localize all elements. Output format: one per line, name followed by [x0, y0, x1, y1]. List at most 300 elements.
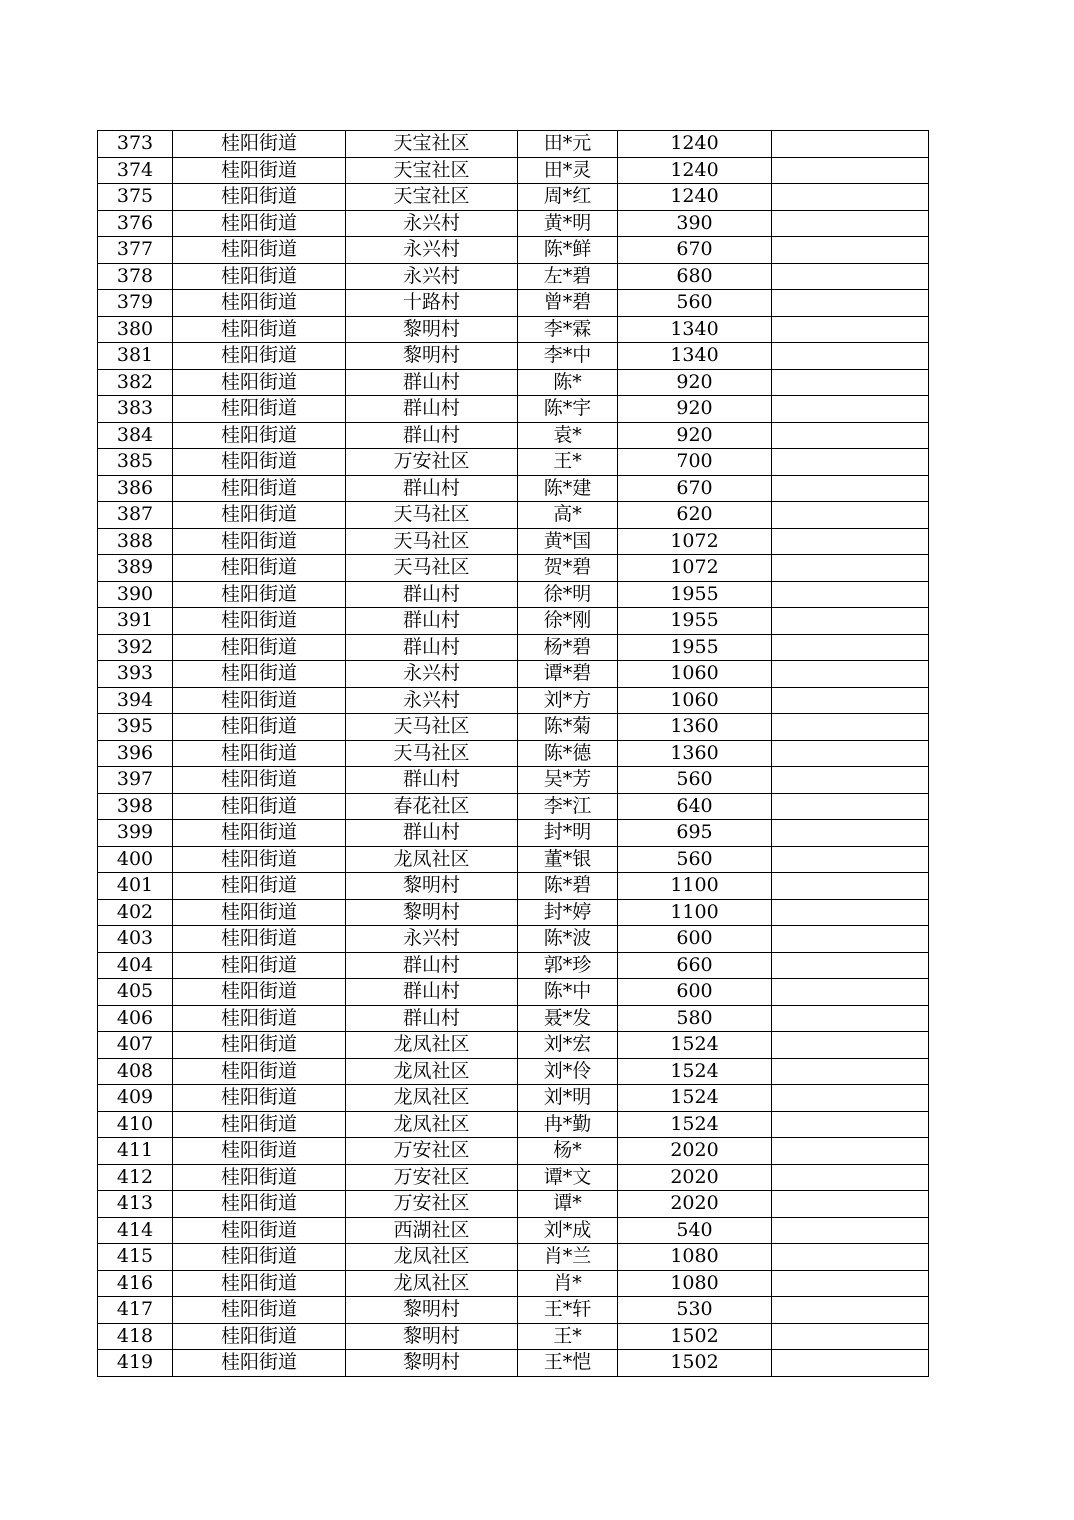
row-number-cell: 415 — [98, 1244, 173, 1271]
street-cell: 桂阳街道 — [173, 1297, 346, 1324]
name-cell: 王*恺 — [518, 1350, 618, 1377]
name-cell: 李*中 — [518, 343, 618, 370]
amount-cell: 1240 — [618, 157, 772, 184]
table-row — [98, 581, 929, 608]
remark-cell — [772, 449, 929, 476]
street-cell: 桂阳街道 — [173, 1217, 346, 1244]
community-cell: 群山村 — [346, 422, 518, 449]
name-cell: 徐*刚 — [518, 608, 618, 635]
row-number-cell: 389 — [98, 555, 173, 582]
amount-cell: 1340 — [618, 343, 772, 370]
remark-cell — [772, 634, 929, 661]
community-cell: 天马社区 — [346, 528, 518, 555]
community-cell: 黎明村 — [346, 1323, 518, 1350]
name-cell: 封*明 — [518, 820, 618, 847]
amount-cell: 1072 — [618, 555, 772, 582]
amount-cell: 1955 — [618, 581, 772, 608]
row-number-cell: 417 — [98, 1297, 173, 1324]
community-cell: 黎明村 — [346, 1297, 518, 1324]
table-row — [98, 131, 929, 158]
amount-cell: 1955 — [618, 634, 772, 661]
name-cell: 王* — [518, 1323, 618, 1350]
community-cell: 黎明村 — [346, 899, 518, 926]
community-cell: 群山村 — [346, 608, 518, 635]
community-cell: 永兴村 — [346, 210, 518, 237]
row-number-cell: 398 — [98, 793, 173, 820]
row-number-cell: 409 — [98, 1085, 173, 1112]
name-cell: 袁* — [518, 422, 618, 449]
name-cell: 杨* — [518, 1138, 618, 1165]
name-cell: 杨*碧 — [518, 634, 618, 661]
remark-cell — [772, 1244, 929, 1271]
table-row — [98, 422, 929, 449]
remark-cell — [772, 767, 929, 794]
row-number-cell: 404 — [98, 952, 173, 979]
community-cell: 天马社区 — [346, 714, 518, 741]
table-row — [98, 1058, 929, 1085]
street-cell: 桂阳街道 — [173, 952, 346, 979]
amount-cell: 2020 — [618, 1164, 772, 1191]
amount-cell: 1060 — [618, 687, 772, 714]
remark-cell — [772, 1191, 929, 1218]
amount-cell: 390 — [618, 210, 772, 237]
row-number-cell: 388 — [98, 528, 173, 555]
street-cell: 桂阳街道 — [173, 290, 346, 317]
remark-cell — [772, 873, 929, 900]
table-row — [98, 157, 929, 184]
community-cell: 天马社区 — [346, 502, 518, 529]
community-cell: 黎明村 — [346, 1350, 518, 1377]
row-number-cell: 401 — [98, 873, 173, 900]
amount-cell: 560 — [618, 290, 772, 317]
row-number-cell: 390 — [98, 581, 173, 608]
street-cell: 桂阳街道 — [173, 1244, 346, 1271]
amount-cell: 1080 — [618, 1244, 772, 1271]
community-cell: 群山村 — [346, 369, 518, 396]
community-cell: 春花社区 — [346, 793, 518, 820]
row-number-cell: 380 — [98, 316, 173, 343]
community-cell: 龙凤社区 — [346, 1270, 518, 1297]
table-row — [98, 846, 929, 873]
table-row — [98, 873, 929, 900]
table-row — [98, 475, 929, 502]
community-cell: 万安社区 — [346, 449, 518, 476]
amount-cell: 1100 — [618, 873, 772, 900]
row-number-cell: 376 — [98, 210, 173, 237]
name-cell: 左*碧 — [518, 263, 618, 290]
table-row — [98, 767, 929, 794]
remark-cell — [772, 1297, 929, 1324]
name-cell: 冉*勤 — [518, 1111, 618, 1138]
table-row — [98, 820, 929, 847]
table-row — [98, 608, 929, 635]
name-cell: 肖* — [518, 1270, 618, 1297]
amount-cell: 1360 — [618, 714, 772, 741]
amount-cell: 2020 — [618, 1138, 772, 1165]
street-cell: 桂阳街道 — [173, 157, 346, 184]
table-row — [98, 687, 929, 714]
street-cell: 桂阳街道 — [173, 1350, 346, 1377]
row-number-cell: 403 — [98, 926, 173, 953]
row-number-cell: 391 — [98, 608, 173, 635]
remark-cell — [772, 740, 929, 767]
community-cell: 群山村 — [346, 952, 518, 979]
name-cell: 郭*珍 — [518, 952, 618, 979]
name-cell: 谭*碧 — [518, 661, 618, 688]
table-row — [98, 1270, 929, 1297]
remark-cell — [772, 1350, 929, 1377]
community-cell: 群山村 — [346, 767, 518, 794]
street-cell: 桂阳街道 — [173, 1138, 346, 1165]
community-cell: 群山村 — [346, 820, 518, 847]
amount-cell: 2020 — [618, 1191, 772, 1218]
community-cell: 万安社区 — [346, 1164, 518, 1191]
amount-cell: 670 — [618, 237, 772, 264]
street-cell: 桂阳街道 — [173, 343, 346, 370]
name-cell: 谭*文 — [518, 1164, 618, 1191]
remark-cell — [772, 1138, 929, 1165]
name-cell: 陈*菊 — [518, 714, 618, 741]
street-cell: 桂阳街道 — [173, 926, 346, 953]
remark-cell — [772, 1005, 929, 1032]
row-number-cell: 397 — [98, 767, 173, 794]
amount-cell: 1502 — [618, 1323, 772, 1350]
table-row — [98, 661, 929, 688]
row-number-cell: 373 — [98, 131, 173, 158]
street-cell: 桂阳街道 — [173, 634, 346, 661]
street-cell: 桂阳街道 — [173, 767, 346, 794]
name-cell: 曾*碧 — [518, 290, 618, 317]
amount-cell: 1524 — [618, 1058, 772, 1085]
table-row — [98, 1111, 929, 1138]
street-cell: 桂阳街道 — [173, 396, 346, 423]
row-number-cell: 385 — [98, 449, 173, 476]
amount-cell: 640 — [618, 793, 772, 820]
table-row — [98, 449, 929, 476]
amount-cell: 1072 — [618, 528, 772, 555]
table-row — [98, 634, 929, 661]
table-row — [98, 210, 929, 237]
community-cell: 万安社区 — [346, 1138, 518, 1165]
records-table — [97, 130, 929, 1377]
street-cell: 桂阳街道 — [173, 740, 346, 767]
row-number-cell: 402 — [98, 899, 173, 926]
row-number-cell: 395 — [98, 714, 173, 741]
street-cell: 桂阳街道 — [173, 528, 346, 555]
community-cell: 龙凤社区 — [346, 1244, 518, 1271]
remark-cell — [772, 1164, 929, 1191]
table-row — [98, 396, 929, 423]
street-cell: 桂阳街道 — [173, 184, 346, 211]
row-number-cell: 408 — [98, 1058, 173, 1085]
row-number-cell: 400 — [98, 846, 173, 873]
street-cell: 桂阳街道 — [173, 263, 346, 290]
amount-cell: 1340 — [618, 316, 772, 343]
remark-cell — [772, 475, 929, 502]
community-cell: 龙凤社区 — [346, 1058, 518, 1085]
name-cell: 陈* — [518, 369, 618, 396]
row-number-cell: 375 — [98, 184, 173, 211]
remark-cell — [772, 210, 929, 237]
street-cell: 桂阳街道 — [173, 793, 346, 820]
remark-cell — [772, 661, 929, 688]
street-cell: 桂阳街道 — [173, 1058, 346, 1085]
community-cell: 群山村 — [346, 1005, 518, 1032]
community-cell: 永兴村 — [346, 237, 518, 264]
row-number-cell: 414 — [98, 1217, 173, 1244]
amount-cell: 1100 — [618, 899, 772, 926]
remark-cell — [772, 555, 929, 582]
name-cell: 刘*明 — [518, 1085, 618, 1112]
table-row — [98, 740, 929, 767]
row-number-cell: 418 — [98, 1323, 173, 1350]
name-cell: 周*红 — [518, 184, 618, 211]
street-cell: 桂阳街道 — [173, 979, 346, 1006]
remark-cell — [772, 1323, 929, 1350]
row-number-cell: 382 — [98, 369, 173, 396]
row-number-cell: 406 — [98, 1005, 173, 1032]
table-row — [98, 528, 929, 555]
name-cell: 李*江 — [518, 793, 618, 820]
street-cell: 桂阳街道 — [173, 661, 346, 688]
row-number-cell: 407 — [98, 1032, 173, 1059]
street-cell: 桂阳街道 — [173, 1323, 346, 1350]
table-row — [98, 714, 929, 741]
table-row — [98, 1164, 929, 1191]
row-number-cell: 377 — [98, 237, 173, 264]
street-cell: 桂阳街道 — [173, 608, 346, 635]
street-cell: 桂阳街道 — [173, 449, 346, 476]
remark-cell — [772, 1270, 929, 1297]
street-cell: 桂阳街道 — [173, 1270, 346, 1297]
remark-cell — [772, 581, 929, 608]
community-cell: 龙凤社区 — [346, 1032, 518, 1059]
row-number-cell: 386 — [98, 475, 173, 502]
row-number-cell: 387 — [98, 502, 173, 529]
amount-cell: 600 — [618, 979, 772, 1006]
amount-cell: 680 — [618, 263, 772, 290]
name-cell: 黄*国 — [518, 528, 618, 555]
remark-cell — [772, 502, 929, 529]
street-cell: 桂阳街道 — [173, 237, 346, 264]
remark-cell — [772, 979, 929, 1006]
remark-cell — [772, 422, 929, 449]
row-number-cell: 410 — [98, 1111, 173, 1138]
amount-cell: 920 — [618, 396, 772, 423]
remark-cell — [772, 1111, 929, 1138]
community-cell: 西湖社区 — [346, 1217, 518, 1244]
row-number-cell: 411 — [98, 1138, 173, 1165]
community-cell: 黎明村 — [346, 873, 518, 900]
name-cell: 王*轩 — [518, 1297, 618, 1324]
name-cell: 谭* — [518, 1191, 618, 1218]
remark-cell — [772, 608, 929, 635]
table-row — [98, 926, 929, 953]
table-row — [98, 369, 929, 396]
amount-cell: 1955 — [618, 608, 772, 635]
amount-cell: 920 — [618, 369, 772, 396]
name-cell: 陈*鲜 — [518, 237, 618, 264]
row-number-cell: 374 — [98, 157, 173, 184]
table-row — [98, 343, 929, 370]
street-cell: 桂阳街道 — [173, 1164, 346, 1191]
street-cell: 桂阳街道 — [173, 581, 346, 608]
community-cell: 天宝社区 — [346, 157, 518, 184]
street-cell: 桂阳街道 — [173, 1085, 346, 1112]
amount-cell: 530 — [618, 1297, 772, 1324]
amount-cell: 920 — [618, 422, 772, 449]
street-cell: 桂阳街道 — [173, 1032, 346, 1059]
name-cell: 聂*发 — [518, 1005, 618, 1032]
table-row — [98, 1005, 929, 1032]
community-cell: 永兴村 — [346, 926, 518, 953]
name-cell: 陈*宇 — [518, 396, 618, 423]
community-cell: 群山村 — [346, 475, 518, 502]
community-cell: 永兴村 — [346, 263, 518, 290]
remark-cell — [772, 157, 929, 184]
amount-cell: 1080 — [618, 1270, 772, 1297]
street-cell: 桂阳街道 — [173, 210, 346, 237]
remark-cell — [772, 237, 929, 264]
remark-cell — [772, 687, 929, 714]
street-cell: 桂阳街道 — [173, 714, 346, 741]
remark-cell — [772, 899, 929, 926]
street-cell: 桂阳街道 — [173, 316, 346, 343]
street-cell: 桂阳街道 — [173, 820, 346, 847]
community-cell: 龙凤社区 — [346, 1085, 518, 1112]
community-cell: 永兴村 — [346, 661, 518, 688]
row-number-cell: 412 — [98, 1164, 173, 1191]
table-row — [98, 1032, 929, 1059]
table-row — [98, 952, 929, 979]
amount-cell: 620 — [618, 502, 772, 529]
table-row — [98, 502, 929, 529]
amount-cell: 1060 — [618, 661, 772, 688]
row-number-cell: 399 — [98, 820, 173, 847]
amount-cell: 1524 — [618, 1085, 772, 1112]
remark-cell — [772, 1085, 929, 1112]
row-number-cell: 396 — [98, 740, 173, 767]
remark-cell — [772, 793, 929, 820]
amount-cell: 700 — [618, 449, 772, 476]
name-cell: 田*灵 — [518, 157, 618, 184]
name-cell: 黄*明 — [518, 210, 618, 237]
amount-cell: 1360 — [618, 740, 772, 767]
name-cell: 肖*兰 — [518, 1244, 618, 1271]
remark-cell — [772, 184, 929, 211]
table-row — [98, 316, 929, 343]
table-row — [98, 1297, 929, 1324]
amount-cell: 560 — [618, 846, 772, 873]
street-cell: 桂阳街道 — [173, 1005, 346, 1032]
name-cell: 高* — [518, 502, 618, 529]
community-cell: 天马社区 — [346, 740, 518, 767]
row-number-cell: 394 — [98, 687, 173, 714]
name-cell: 陈*波 — [518, 926, 618, 953]
name-cell: 徐*明 — [518, 581, 618, 608]
name-cell: 贺*碧 — [518, 555, 618, 582]
remark-cell — [772, 1032, 929, 1059]
remark-cell — [772, 396, 929, 423]
name-cell: 刘*方 — [518, 687, 618, 714]
remark-cell — [772, 369, 929, 396]
table-row — [98, 793, 929, 820]
name-cell: 董*银 — [518, 846, 618, 873]
row-number-cell: 379 — [98, 290, 173, 317]
name-cell: 刘*伶 — [518, 1058, 618, 1085]
community-cell: 十路村 — [346, 290, 518, 317]
remark-cell — [772, 528, 929, 555]
street-cell: 桂阳街道 — [173, 846, 346, 873]
remark-cell — [772, 926, 929, 953]
table-row — [98, 1323, 929, 1350]
name-cell: 陈*中 — [518, 979, 618, 1006]
table-row — [98, 290, 929, 317]
amount-cell: 580 — [618, 1005, 772, 1032]
table-row — [98, 555, 929, 582]
name-cell: 陈*建 — [518, 475, 618, 502]
remark-cell — [772, 316, 929, 343]
street-cell: 桂阳街道 — [173, 1111, 346, 1138]
table-row — [98, 1138, 929, 1165]
street-cell: 桂阳街道 — [173, 369, 346, 396]
name-cell: 陈*碧 — [518, 873, 618, 900]
name-cell: 刘*成 — [518, 1217, 618, 1244]
street-cell: 桂阳街道 — [173, 422, 346, 449]
table-row — [98, 1191, 929, 1218]
community-cell: 天马社区 — [346, 555, 518, 582]
amount-cell: 600 — [618, 926, 772, 953]
community-cell: 万安社区 — [346, 1191, 518, 1218]
row-number-cell: 405 — [98, 979, 173, 1006]
table-body — [98, 131, 929, 1377]
community-cell: 群山村 — [346, 396, 518, 423]
row-number-cell: 419 — [98, 1350, 173, 1377]
community-cell: 龙凤社区 — [346, 846, 518, 873]
table-row — [98, 263, 929, 290]
table-row — [98, 979, 929, 1006]
community-cell: 永兴村 — [346, 687, 518, 714]
amount-cell: 540 — [618, 1217, 772, 1244]
street-cell: 桂阳街道 — [173, 899, 346, 926]
name-cell: 吴*芳 — [518, 767, 618, 794]
amount-cell: 1524 — [618, 1032, 772, 1059]
community-cell: 天宝社区 — [346, 131, 518, 158]
amount-cell: 1502 — [618, 1350, 772, 1377]
community-cell: 群山村 — [346, 581, 518, 608]
street-cell: 桂阳街道 — [173, 131, 346, 158]
remark-cell — [772, 131, 929, 158]
table-row — [98, 237, 929, 264]
remark-cell — [772, 714, 929, 741]
street-cell: 桂阳街道 — [173, 555, 346, 582]
remark-cell — [772, 1217, 929, 1244]
street-cell: 桂阳街道 — [173, 873, 346, 900]
row-number-cell: 393 — [98, 661, 173, 688]
row-number-cell: 384 — [98, 422, 173, 449]
row-number-cell: 413 — [98, 1191, 173, 1218]
amount-cell: 695 — [618, 820, 772, 847]
remark-cell — [772, 290, 929, 317]
remark-cell — [772, 343, 929, 370]
community-cell: 群山村 — [346, 634, 518, 661]
name-cell: 陈*德 — [518, 740, 618, 767]
table-row — [98, 1244, 929, 1271]
table-row — [98, 1350, 929, 1377]
community-cell: 黎明村 — [346, 316, 518, 343]
remark-cell — [772, 952, 929, 979]
street-cell: 桂阳街道 — [173, 1191, 346, 1218]
